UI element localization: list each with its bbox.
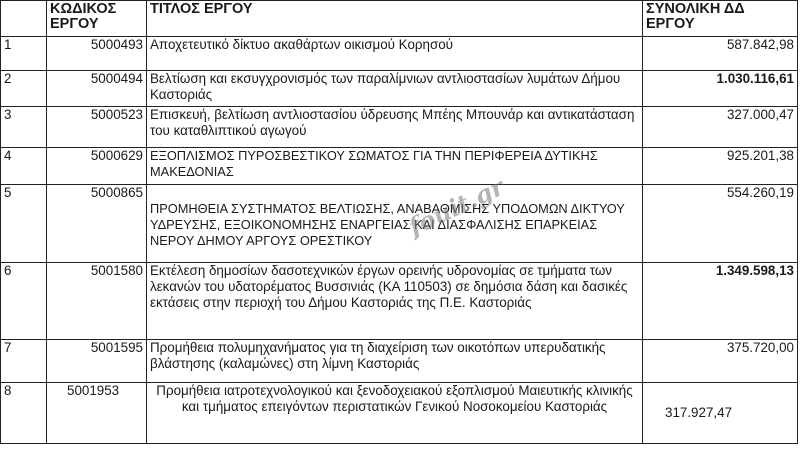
project-title: Βελτίωση και εκσυγχρονισμός των παραλίμνιων αντλιοστασίων λυμάτων Δήμου Καστοριάς [147, 71, 643, 107]
header-index [1, 1, 47, 37]
header-row [1, 1, 798, 37]
table-row [1, 185, 798, 263]
project-total: 554.260,19 [643, 185, 798, 263]
row-number: 2 [1, 71, 47, 107]
project-total: 587.842,98 [643, 37, 798, 71]
header-code: ΚΩΔΙΚΟΣ ΕΡΓΟΥ [47, 1, 147, 37]
table-row [1, 383, 798, 444]
project-title: Προμήθεια πολυμηχανήματος για τη διαχείριση των οικοτόπων υπερυδατικής βλάστησης (καλαμώνες) στη λίμνη Καστοριάς [147, 340, 643, 383]
project-title: Επισκευή, βελτίωση αντλιοστασίου ύδρευσης Μπέης Μπουνάρ και αντικατάσταση του καταθλιπτικού αγωγού [147, 107, 643, 148]
project-code: 5000494 [47, 71, 147, 107]
project-code: 5000493 [47, 37, 147, 71]
row-number: 6 [1, 263, 47, 340]
row-number: 5 [1, 185, 47, 263]
project-title: Αποχετευτικό δίκτυο ακαθάρτων οικισμού Κορησού [147, 37, 643, 71]
project-code: 5001580 [47, 263, 147, 340]
project-total: 327.000,47 [643, 107, 798, 148]
project-title-cell [147, 185, 643, 263]
project-code: 5001595 [47, 340, 147, 383]
row-number: 7 [1, 340, 47, 383]
table-row [1, 107, 798, 148]
table-row [1, 71, 798, 107]
table-row [1, 37, 798, 71]
project-total: 317.927,47 [643, 383, 798, 444]
table-row [1, 148, 798, 185]
row-number: 3 [1, 107, 47, 148]
project-title: ΕΞΟΠΛΙΣΜΟΣ ΠΥΡΟΣΒΕΣΤΙΚΟΥ ΣΩΜΑΤΟΣ ΓΙΑ ΤΗΝ ΠΕΡΙΦΕΡΕΙΑ ΔΥΤΙΚΗΣ ΜΑΚΕΔΟΝΙΑΣ [147, 148, 643, 185]
project-code: 5000629 [47, 148, 147, 185]
project-code: 5000523 [47, 107, 147, 148]
row-number: 1 [1, 37, 47, 71]
project-title: ΠΡΟΜΗΘΕΙΑ ΣΥΣΤΗΜΑΤΟΣ ΒΕΛΤΙΩΣΗΣ, ΑΝΑΒΑΘΜΙΣΗΣ ΥΠΟΔΟΜΩΝ ΔΙΚΤΥΟΥ ΥΔΡΕΥΣΗΣ, ΕΞΟΙΚΟΝΟΜΗΣΗΣ ΕΝΑΡΓΕΙΑΣ ΚΑΙ ΔΙΑΣΦΑΛΙΣΗΣ ΕΠΑΡΚΕΙΑΣ ΝΕΡΟΥ ΔΗΜΟΥ ΑΡΓΟΥΣ ΟΡΕΣΤΙΚΟΥ [150, 201, 625, 248]
project-code: 5001953 [47, 383, 147, 444]
header-title: ΤΙΤΛΟΣ ΕΡΓΟΥ [147, 1, 643, 37]
table-row [1, 340, 798, 383]
project-title: Εκτέλεση δημοσίων δασοτεχνικών έργων ορεινής υδρονομίας σε τμήματα των λεκανών του υδατορέματος Βυσσινιάς (ΚΑ 110503) σε δημόσια δάση και δασικές εκτάσεις στην περιοχή του Δήμου Καστοριάς της Π.Ε. Καστοριάς [147, 263, 643, 340]
table-row [1, 263, 798, 340]
project-total: 375.720,00 [643, 340, 798, 383]
header-total: ΣΥΝΟΛΙΚΗ ΔΔ ΕΡΓΟΥ [643, 1, 798, 37]
project-code: 5000865 [47, 185, 147, 263]
watermark-logo: fouit.gr [404, 171, 509, 242]
project-title: Προμήθεια ιατροτεχνολογικού και ξενοδοχειακού εξοπλισμού Μαιευτικής κλινικής και τμήματος επειγόντων περιστατικών Γενικού Νοσοκομείου Καστοριάς [147, 383, 643, 444]
project-total: 1.349.598,13 [643, 263, 798, 340]
row-number: 8 [1, 383, 47, 444]
project-total: 925.201,38 [643, 148, 798, 185]
project-total: 1.030.116,61 [643, 71, 798, 107]
row-number: 4 [1, 148, 47, 185]
